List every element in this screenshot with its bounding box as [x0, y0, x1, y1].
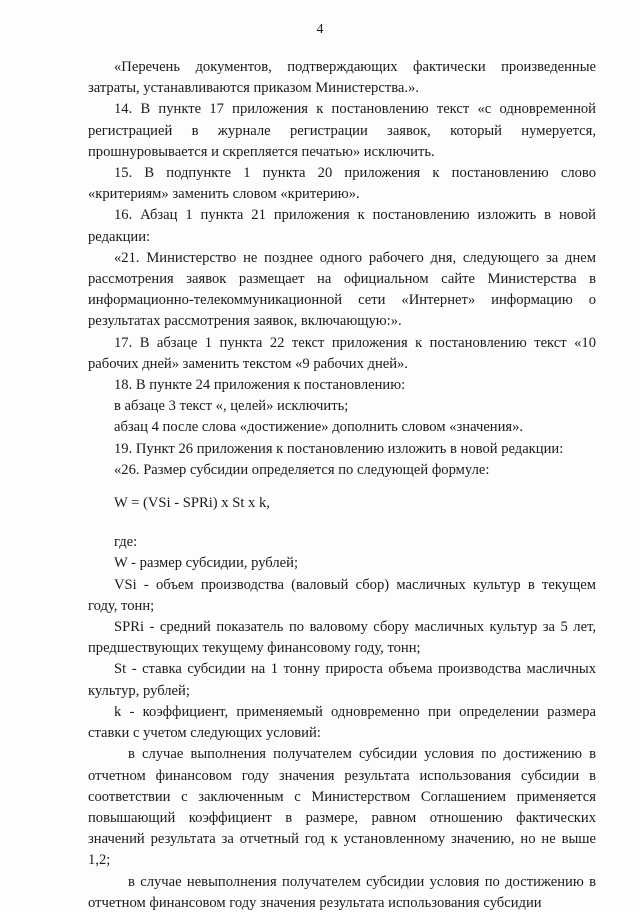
document-body [88, 57, 596, 914]
where-label: где: [114, 534, 138, 551]
definition-vsi: VSi - объем производства (валовый сбор) масличных культур в текущем году, тонн; [88, 576, 596, 614]
paragraph-item-17: 17. В абзаце 1 пункта 22 текст приложения к постановлению текст «10 рабочих дней» заменить текстом «9 рабочих дней». [88, 334, 596, 372]
subsidy-formula: W = (VSi - SPRi) x St x k, [114, 495, 270, 512]
paragraph-item-18-sub-1: в абзаце 3 текст «, целей» исключить; [114, 398, 349, 415]
condition-not-fulfilled: в случае невыполнения получателем субсидии условия по достижению в отчетном финансовом году значения результата использования субсидии [88, 873, 596, 911]
condition-fulfilled: в случае выполнения получателем субсидии условия по достижению в отчетном финансовом году значения результата использования субсидии в соответствии с заключенным с Министерством Соглашением применяется повышающий коэффициент в размере, равном отношению фактических значений результата за отчетный год к установленному значению, но не выше 1,2; [88, 746, 596, 869]
definition-st: St - ставка субсидии на 1 тонну прироста объема производства масличных культур, рублей; [88, 661, 596, 699]
definition-k: k - коэффициент, применяемый одновременно при определении размера ставки с учетом следующих условий: [88, 703, 596, 742]
definition-spri: SPRi - средний показатель по валовому сбору масличных культур за 5 лет, предшествующих текущему финансовому году, тонн; [88, 619, 596, 657]
paragraph-item-18-sub-2: абзац 4 после слова «достижение» дополнить словом «значения». [114, 419, 524, 436]
paragraph-item-26-text: «26. Размер субсидии определяется по следующей формуле: [114, 461, 490, 478]
paragraph-item-15: 15. В подпункте 1 пункта 20 приложения к постановлению слово «критериям» заменить словом «критерию». [88, 165, 596, 203]
paragraph-item-21-text: «21. Министерство не позднее одного рабочего дня, следующего за днем рассмотрения заявок размещает на официальном сайте Министерства в информационно-телекоммуникационной сети «Интернет» информацию о результатах рассмотрения заявок, включающую:». [88, 249, 596, 330]
paragraph-item-14: 14. В пункте 17 приложения к постановлению текст «с одновременной регистрацией в журнале регистрации заявок, который нумеруется, прошнуровывается и скрепляется печатью» исключить. [88, 101, 596, 160]
paragraph-item-19: 19. Пункт 26 приложения к постановлению изложить в новой редакции: [114, 440, 564, 457]
paragraph-item-18: 18. В пункте 24 приложения к постановлению: [114, 377, 406, 394]
definition-w: W - размер субсидии, рублей; [114, 555, 298, 572]
paragraph-item-16: 16. Абзац 1 пункта 21 приложения к постановлению изложить в новой редакции: [88, 207, 596, 245]
page-number: 4 [316, 22, 324, 37]
paragraph-documents-list: «Перечень документов, подтверждающих фактически произведенные затраты, устанавливаются приказом Министерства.». [88, 59, 596, 97]
